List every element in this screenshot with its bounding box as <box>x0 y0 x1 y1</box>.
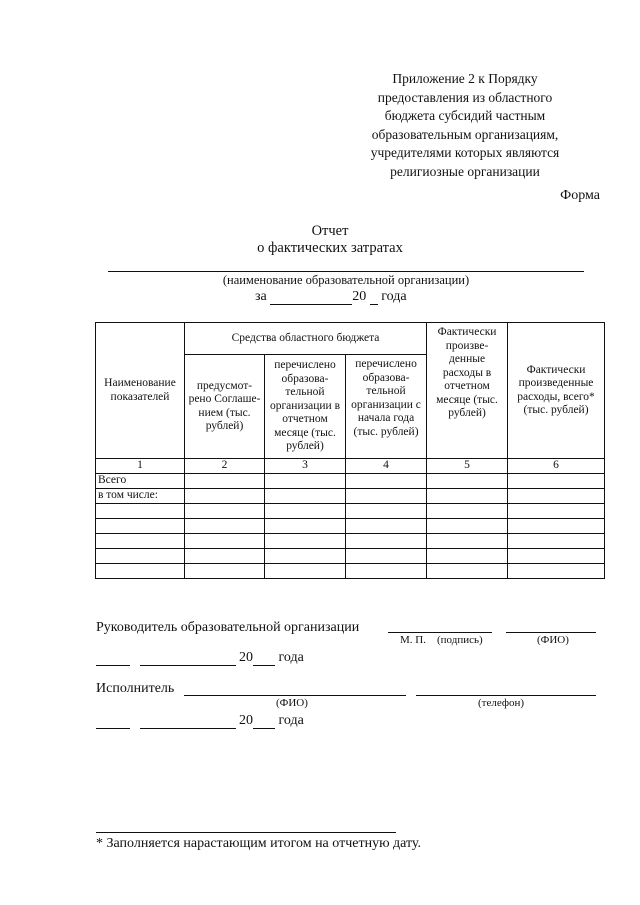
date-month-blank[interactable] <box>140 665 236 666</box>
appendix-line: учредителями которых являются <box>370 145 560 160</box>
date-year-prefix: 20 <box>239 650 253 665</box>
table-cell[interactable] <box>508 564 605 579</box>
table-cell[interactable] <box>265 504 346 519</box>
table-cell[interactable] <box>96 519 185 534</box>
executor-fio-caption: (ФИО) <box>276 697 308 709</box>
table-cell[interactable] <box>427 549 508 564</box>
appendix-line: религиозные организации <box>390 163 540 179</box>
date-month-blank[interactable] <box>140 728 236 729</box>
executor-phone-line[interactable] <box>416 695 596 696</box>
period-month-blank[interactable] <box>270 304 352 305</box>
report-subtitle: о фактических затратах <box>257 240 403 256</box>
form-label: Форма <box>560 188 600 203</box>
table-cell[interactable] <box>265 519 346 534</box>
table-cell[interactable] <box>96 504 185 519</box>
table-cell[interactable] <box>427 489 508 504</box>
date-year-blank[interactable] <box>253 665 275 666</box>
head-fio-line[interactable] <box>506 632 596 633</box>
column-number: 1 <box>96 459 185 474</box>
table-cell[interactable] <box>346 489 427 504</box>
column-number: 3 <box>265 459 346 474</box>
org-name-caption: (наименование образовательной организации) <box>222 273 470 287</box>
row-label-including: в том числе: <box>96 489 185 504</box>
table-cell[interactable] <box>427 474 508 489</box>
executor-label: Исполнитель <box>96 681 175 696</box>
footnote-divider <box>96 832 396 833</box>
date-day-blank[interactable] <box>96 665 130 666</box>
fio-caption: (ФИО) <box>537 634 569 646</box>
period-year-blank[interactable] <box>370 304 378 305</box>
period-suffix: года <box>381 289 407 304</box>
table-row <box>96 564 605 579</box>
date-suffix: года <box>278 650 304 665</box>
appendix-line: Приложение 2 к Порядку <box>392 71 538 86</box>
table-row <box>96 474 605 489</box>
col-header-group: Средства областного бюджета <box>185 323 427 355</box>
head-signature-line[interactable] <box>388 632 492 633</box>
col-header-transferred-month: перечислено образова-тельной организации в отчетном месяце (тыс. рублей) <box>265 355 346 459</box>
date-year-prefix: 20 <box>239 713 253 728</box>
table-cell[interactable] <box>96 564 185 579</box>
date-suffix: года <box>278 713 304 728</box>
head-date-line <box>96 650 304 666</box>
table-cell[interactable] <box>185 519 265 534</box>
appendix-block <box>330 70 600 181</box>
table-cell[interactable] <box>346 474 427 489</box>
table-cell[interactable] <box>265 564 346 579</box>
executor-date-line <box>96 713 304 729</box>
col-header-actual-month: Фактически произве-денные расходы в отчетном месяце (тыс. рублей) <box>427 323 508 459</box>
report-table <box>95 322 605 579</box>
appendix-line: предоставления из областного <box>377 89 553 105</box>
table-cell[interactable] <box>185 534 265 549</box>
table-cell[interactable] <box>96 534 185 549</box>
table-cell[interactable] <box>508 504 605 519</box>
table-cell[interactable] <box>427 564 508 579</box>
column-numbers-row <box>96 459 605 474</box>
table-cell[interactable] <box>508 519 605 534</box>
appendix-line: образовательным организациям, <box>371 126 559 142</box>
table-row <box>96 489 605 504</box>
col-header-agreement: предусмот-рено Соглаше-нием (тыс. рублей) <box>185 355 265 459</box>
appendix-line: бюджета субсидий частным <box>384 108 546 123</box>
table-cell[interactable] <box>96 549 185 564</box>
signature-caption: (подпись) <box>437 634 483 646</box>
date-day-blank[interactable] <box>96 728 130 729</box>
table-cell[interactable] <box>508 474 605 489</box>
table-row <box>96 549 605 564</box>
column-number: 5 <box>427 459 508 474</box>
stamp-label: М. П. <box>400 634 426 646</box>
head-signature-label: Руководитель образовательной организации <box>96 620 360 635</box>
table-cell[interactable] <box>346 519 427 534</box>
table-cell[interactable] <box>185 489 265 504</box>
table-cell[interactable] <box>346 549 427 564</box>
table-cell[interactable] <box>265 534 346 549</box>
period-prefix: за <box>255 289 267 304</box>
table-cell[interactable] <box>185 474 265 489</box>
table-cell[interactable] <box>508 549 605 564</box>
col-header-actual-total: Фактически произведенные расходы, всего* (тыс. рублей) <box>508 323 605 459</box>
table-cell[interactable] <box>427 504 508 519</box>
table-cell[interactable] <box>346 534 427 549</box>
table-cell[interactable] <box>185 564 265 579</box>
period-year-prefix: 20 <box>352 289 367 304</box>
table-cell[interactable] <box>265 549 346 564</box>
table-cell[interactable] <box>265 474 346 489</box>
table-cell[interactable] <box>427 519 508 534</box>
table-cell[interactable] <box>427 534 508 549</box>
table-cell[interactable] <box>508 489 605 504</box>
col-header-transferred-year: перечислено образова-тельной организации с начала года (тыс. рублей) <box>346 355 427 459</box>
column-number: 2 <box>185 459 265 474</box>
date-year-blank[interactable] <box>253 728 275 729</box>
table-cell[interactable] <box>346 564 427 579</box>
executor-fio-line[interactable] <box>184 695 406 696</box>
table-row <box>96 504 605 519</box>
period-line <box>255 289 455 305</box>
table-row <box>96 519 605 534</box>
col-header-name: Наименование показателей <box>96 323 185 459</box>
org-name-line[interactable] <box>108 271 584 272</box>
table-cell[interactable] <box>508 534 605 549</box>
table-cell[interactable] <box>185 504 265 519</box>
table-cell[interactable] <box>185 549 265 564</box>
footnote-text: * Заполняется нарастающим итогом на отчетную дату. <box>96 836 422 851</box>
table-cell[interactable] <box>346 504 427 519</box>
table-row <box>96 534 605 549</box>
column-number: 6 <box>508 459 605 474</box>
table-cell[interactable] <box>265 489 346 504</box>
executor-phone-caption: (телефон) <box>478 697 525 709</box>
row-label-total: Всего <box>96 474 185 489</box>
column-number: 4 <box>346 459 427 474</box>
report-title: Отчет <box>311 223 349 239</box>
